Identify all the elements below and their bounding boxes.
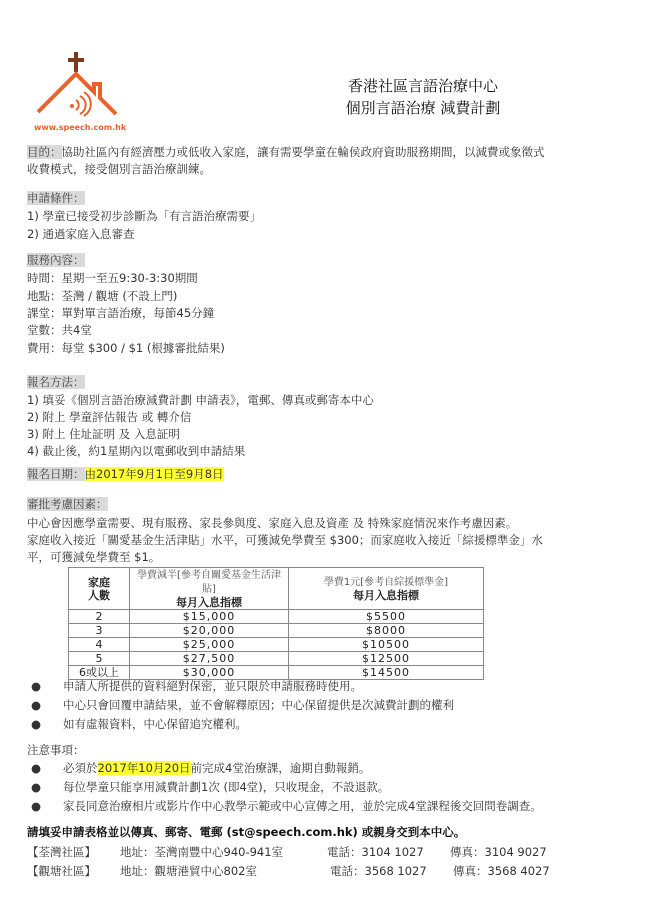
review-label: 審批考慮因素：: [27, 497, 108, 511]
cell: $10500: [289, 638, 484, 652]
branch-tel: 電話：3568 1027: [330, 864, 427, 878]
branch-fax: 傳真：3568 4027: [453, 864, 550, 878]
header-half-fee: [130, 568, 289, 610]
list-item: 3) 附上 住址証明 及 入息証明: [27, 427, 180, 441]
header-one-dollar: [289, 568, 484, 610]
bullet-text: 申請人所提供的資料絕對保密，並只限於申請服務時使用。: [63, 679, 362, 693]
list-item: 4) 截止後，約1星期內以電郵收到申請結果: [27, 444, 246, 458]
list-item: 費用：每堂 $300 / $1 (根據審批結果): [27, 341, 225, 355]
cell: 6或以上: [69, 666, 130, 680]
title-line-1: 香港社區言語治療中心: [347, 77, 498, 95]
header-text: 人數: [88, 588, 110, 602]
note-item: [63, 760, 370, 777]
list-item: 1) 填妥《個別言語治療減費計劃 申請表》，電郵、傳真或郵寄本中心: [27, 393, 374, 407]
service-heading: [27, 252, 85, 269]
income-table: [68, 567, 484, 680]
list-item: 2) 通過家庭入息審查: [27, 227, 135, 241]
note-item: 每位學童只能享用減費計劃1次 (即4堂)，只收現金，不設退款。: [63, 780, 390, 794]
contact-intro: 請填妥申請表格並以傳真、郵寄、電郵 (st@speech.com.hk) 或親身交到本中心。: [27, 825, 466, 839]
cell: 3: [69, 624, 130, 638]
cell: $12500: [289, 652, 484, 666]
list-item: 課堂：單對單言語治療，每節45分鐘: [27, 306, 215, 320]
bullet-icon: ●: [31, 780, 42, 794]
method-label: 報名方法：: [27, 375, 85, 389]
table-row: [69, 610, 484, 624]
bullet-text: 中心只會回覆申請結果，並不會解釋原因；中心保留提供是次減費計劃的權利: [63, 698, 454, 712]
conditions-heading: [27, 190, 85, 207]
conditions-label: 申請條件：: [27, 191, 85, 205]
cell: 4: [69, 638, 130, 652]
purpose: [27, 144, 545, 161]
branch-name: 【觀塘社區】: [27, 864, 96, 878]
list-item: 地點：荃灣 / 觀塘 (不設上門): [27, 289, 178, 303]
table-row: [69, 638, 484, 652]
title-line-2: 個別言語治療 減費計劃: [345, 99, 501, 117]
list-item: 時間：星期一至五9:30-3:30期間: [27, 271, 198, 285]
review-text: 家庭收入接近「關愛基金生活津貼」水平，可獲減免學費至 $300；而家庭收入接近「綜援標準金」水: [27, 533, 543, 547]
review-text: 中心會因應學童需要、現有服務、家長參與度、家庭入息及資產 及 特殊家庭情況來作考慮因素。: [27, 516, 518, 530]
bullet-icon: ●: [31, 679, 42, 693]
header-text: 學費1元[參考自綜援標準金]: [323, 577, 449, 588]
cell: 5: [69, 652, 130, 666]
branch-address: 地址：觀塘港貿中心802室: [120, 864, 257, 878]
bullet-icon: ●: [31, 761, 42, 775]
list-item: 堂數：共4堂: [27, 323, 92, 337]
purpose-text-2: 收費模式，接受個別言語治療訓練。: [27, 162, 211, 176]
cell: $8000: [289, 624, 484, 638]
page-subtitle: [0, 99, 646, 118]
note-text: 前完成4堂治療課，逾期自動報銷。: [190, 761, 371, 775]
cell: 2: [69, 610, 130, 624]
purpose-label: 目的：: [27, 145, 62, 159]
bullet-icon: ●: [31, 717, 42, 731]
deadline-highlight: 2017年10月20日: [97, 761, 191, 775]
cell: $20,000: [130, 624, 289, 638]
branch-address: 地址：荃灣南豐中心940-941室: [120, 845, 284, 859]
header-text: 家庭: [88, 575, 110, 589]
purpose-text: 協助社區內有經濟壓力或低收入家庭，讓有需要學童在輪侯政府資助服務期間，以減費或象徵式: [61, 145, 545, 159]
table-row: [69, 624, 484, 638]
date-value: 由2017年9月1日至9月8日: [84, 467, 224, 481]
logo-url: www.speech.com.hk: [34, 123, 127, 132]
note-text: 必須於: [63, 761, 98, 775]
bullet-icon: ●: [31, 799, 42, 813]
date-label: 報名日期：: [27, 467, 85, 481]
cell: $27,500: [130, 652, 289, 666]
branch-name: 【荃灣社區】: [27, 845, 96, 859]
list-item: 2) 附上 學童評估報告 或 轉介信: [27, 410, 192, 424]
header-text: 學費減半[參考自關愛基金生活津貼]: [137, 570, 281, 595]
branch-tel: 電話：3104 1027: [327, 845, 424, 859]
bullet-text: 如有虛報資料，中心保留追究權利。: [63, 717, 247, 731]
registration-date: [27, 466, 224, 483]
table-header-row: [69, 568, 484, 610]
notes-heading: 注意事項：: [27, 743, 85, 757]
cell: $30,000: [130, 666, 289, 680]
bullet-icon: ●: [31, 698, 42, 712]
header-text: 每月入息指標: [176, 596, 242, 609]
cell: $14500: [289, 666, 484, 680]
review-heading: [27, 496, 108, 513]
review-text: 平，可獲減免學費至 $1。: [27, 550, 161, 564]
header-text: 每月入息指標: [353, 589, 419, 602]
page-title: [0, 77, 646, 96]
list-item: 1) 學童已接受初步診斷為「有言語治療需要」: [27, 209, 261, 223]
header-household: [69, 568, 130, 610]
service-label: 服務內容：: [27, 253, 85, 267]
cell: $5500: [289, 610, 484, 624]
method-heading: [27, 374, 85, 391]
cell: $25,000: [130, 638, 289, 652]
branch-fax: 傳真：3104 9027: [450, 845, 547, 859]
note-item: 家長同意治療相片或影片作中心教學示範或中心宣傳之用，並於完成4堂課程後交回問卷調查。: [63, 799, 542, 813]
table-row: [69, 652, 484, 666]
cell: $15,000: [130, 610, 289, 624]
